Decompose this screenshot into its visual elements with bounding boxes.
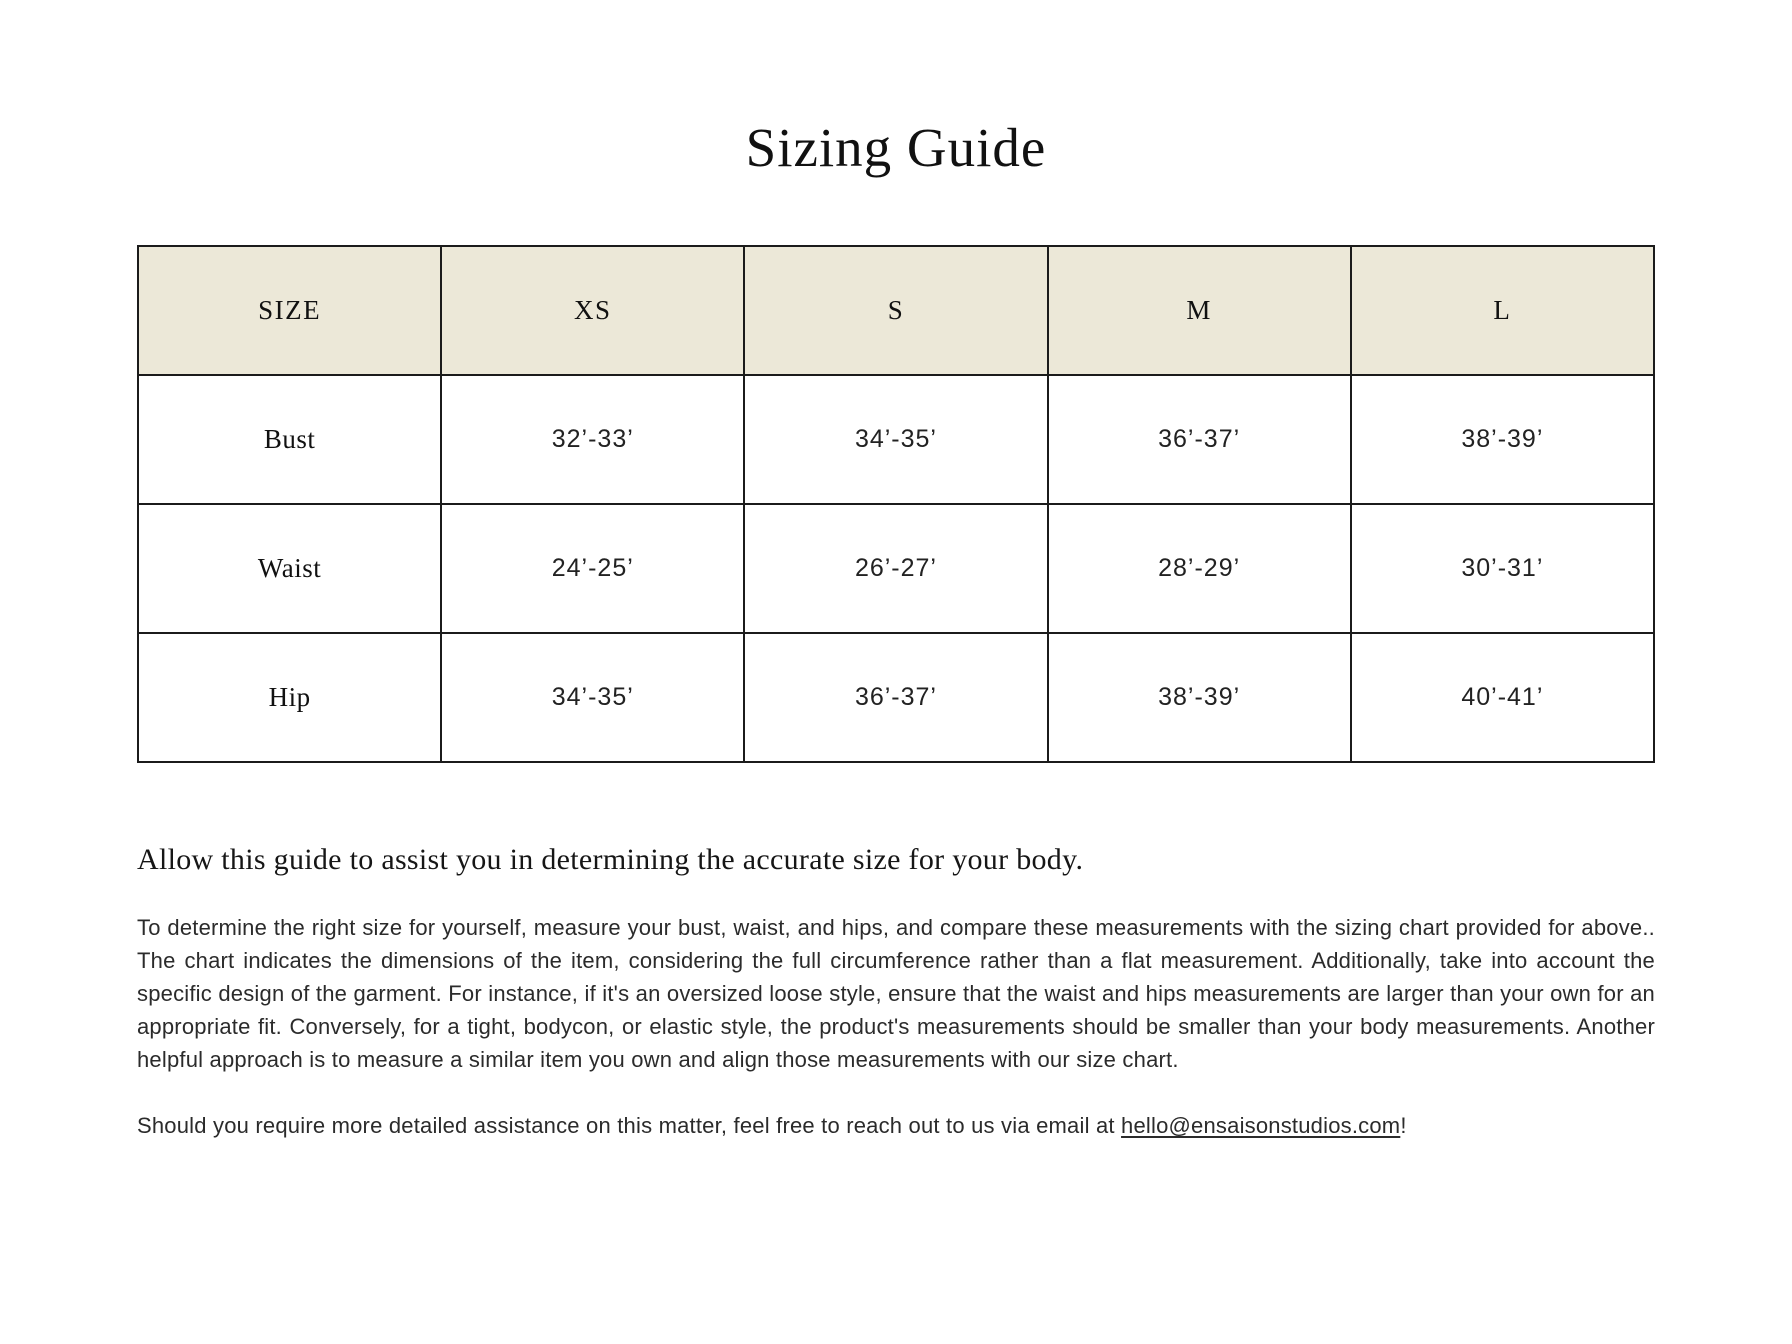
waist-m-value: 28’-29’: [1048, 504, 1351, 633]
hip-s-value: 36’-37’: [744, 633, 1047, 762]
row-label-waist: Waist: [138, 504, 441, 633]
hip-xs-value: 34’-35’: [441, 633, 744, 762]
row-label-hip: Hip: [138, 633, 441, 762]
column-header-s: S: [744, 246, 1047, 375]
column-header-xs: XS: [441, 246, 744, 375]
content-column: [137, 245, 1655, 1142]
contact-suffix: !: [1400, 1113, 1407, 1138]
hip-l-value: 40’-41’: [1351, 633, 1654, 762]
subheading: Allow this guide to assist you in determining the accurate size for your body.: [137, 843, 1084, 876]
hip-m-value: 38’-39’: [1048, 633, 1351, 762]
size-chart-table: [137, 245, 1655, 763]
table-row-hip: [138, 633, 1654, 762]
table-header-row: [138, 246, 1654, 375]
body-paragraph: To determine the right size for yourself, measure your bust, waist, and hips, and compare these measurements with the sizing chart provided for above.. The chart indicates the dimensions of the item, considering the full circumference rather than a flat measurement. Additionally, take into account the specific design of the garment. For instance, if it's an oversized loose style, ensure that the waist and hips measurements are larger than your own for an appropriate fit. Conversely, for a tight, bodycon, or elastic style, the product's measurements should be smaller than your body measurements. Another helpful approach is to measure a similar item you own and align those measurements with our size chart.: [137, 915, 1655, 1072]
page-title: Sizing Guide: [745, 117, 1047, 178]
waist-xs-value: 24’-25’: [441, 504, 744, 633]
bust-xs-value: 32’-33’: [441, 375, 744, 504]
email-link[interactable]: hello@ensaisonstudios.com: [1121, 1113, 1401, 1138]
table-row-bust: [138, 375, 1654, 504]
contact-prefix: Should you require more detailed assistance on this matter, feel free to reach out to us via email at: [137, 1113, 1122, 1138]
column-header-size: SIZE: [138, 246, 441, 375]
bust-l-value: 38’-39’: [1351, 375, 1654, 504]
contact-line: [137, 1109, 1655, 1142]
column-header-l: L: [1351, 246, 1654, 375]
bust-s-value: 34’-35’: [744, 375, 1047, 504]
column-header-m: M: [1048, 246, 1351, 375]
waist-l-value: 30’-31’: [1351, 504, 1654, 633]
waist-s-value: 26’-27’: [744, 504, 1047, 633]
bust-m-value: 36’-37’: [1048, 375, 1351, 504]
table-row-waist: [138, 504, 1654, 633]
row-label-bust: Bust: [138, 375, 441, 504]
